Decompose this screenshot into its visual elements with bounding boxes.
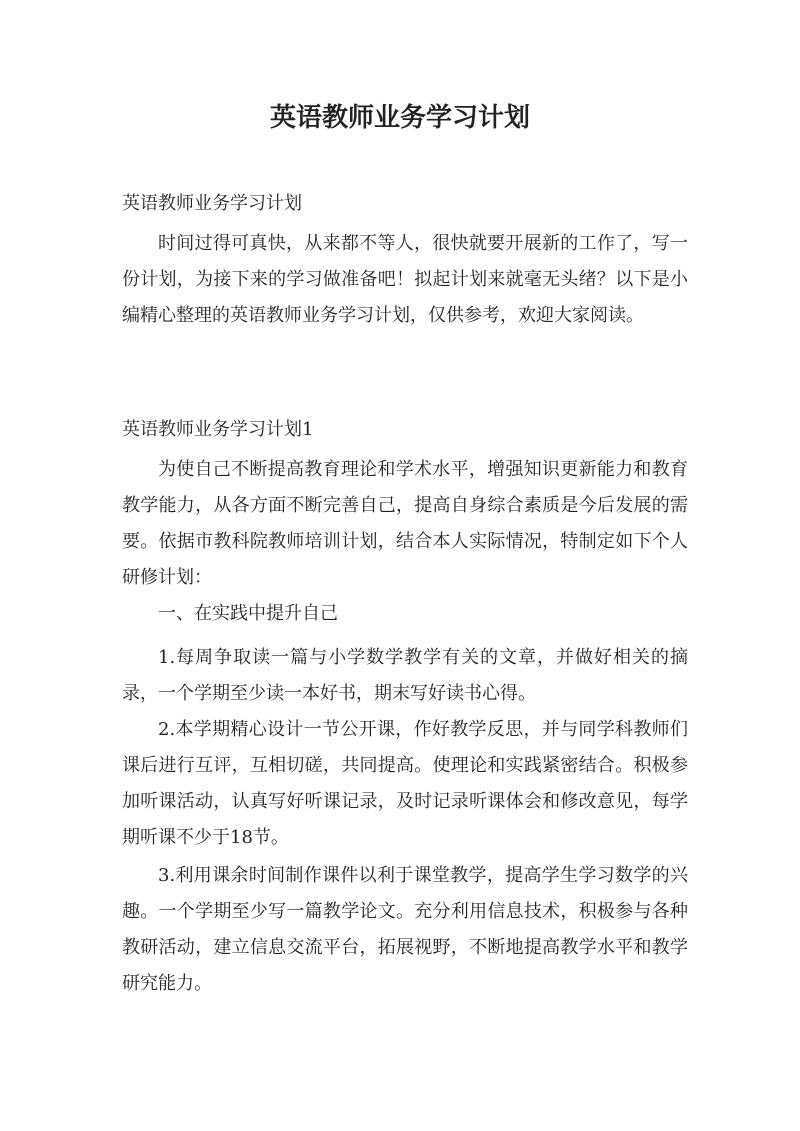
intro-paragraph: 时间过得可真快，从来都不等人，很快就要开展新的工作了，写一份计划，为接下来的学习做准备吧！拟起计划来就毫无头绪？以下是小编精心整理的英语教师业务学习计划，仅供参考，欢迎大家阅读。 (122, 233, 688, 326)
document-title: 英语教师业务学习计划 (269, 103, 530, 133)
list-item-3: 3.利用课余时间制作课件以利于课堂教学，提高学生学习数学的兴趣。一个学期至少写一篇教学论文。充分利用信息技术，积极参与各种教研活动，建立信息交流平台，拓展视野，不断地提高教学水平和教学研究能力。 (122, 865, 688, 994)
body-paragraph-1: 为使自己不断提高教育理论和学术水平，增强知识更新能力和教育教学能力，从各方面不断完善自己，提高自身综合素质是今后发展的需要。依据市教科院教师培训计划，结合本人实际情况，特制定如下个人研修计划： (122, 459, 688, 588)
subsection-heading: 一、在实践中提升自己 (158, 603, 338, 624)
list-item-1: 1.每周争取读一篇与小学数学教学有关的文章，并做好相关的摘录，一个学期至少读一本好书，期末写好读书心得。 (122, 647, 688, 704)
section-heading: 英语教师业务学习计划1 (122, 419, 314, 440)
intro-heading: 英语教师业务学习计划 (122, 193, 302, 214)
list-item-2: 2.本学期精心设计一节公开课，作好教学反思，并与同学科教师们课后进行互评，互相切磋，共同提高。使理论和实践紧密结合。积极参加听课活动，认真写好听课记录，及时记录听课体会和修改意见，每学期听课不少于18节。 (122, 719, 688, 848)
